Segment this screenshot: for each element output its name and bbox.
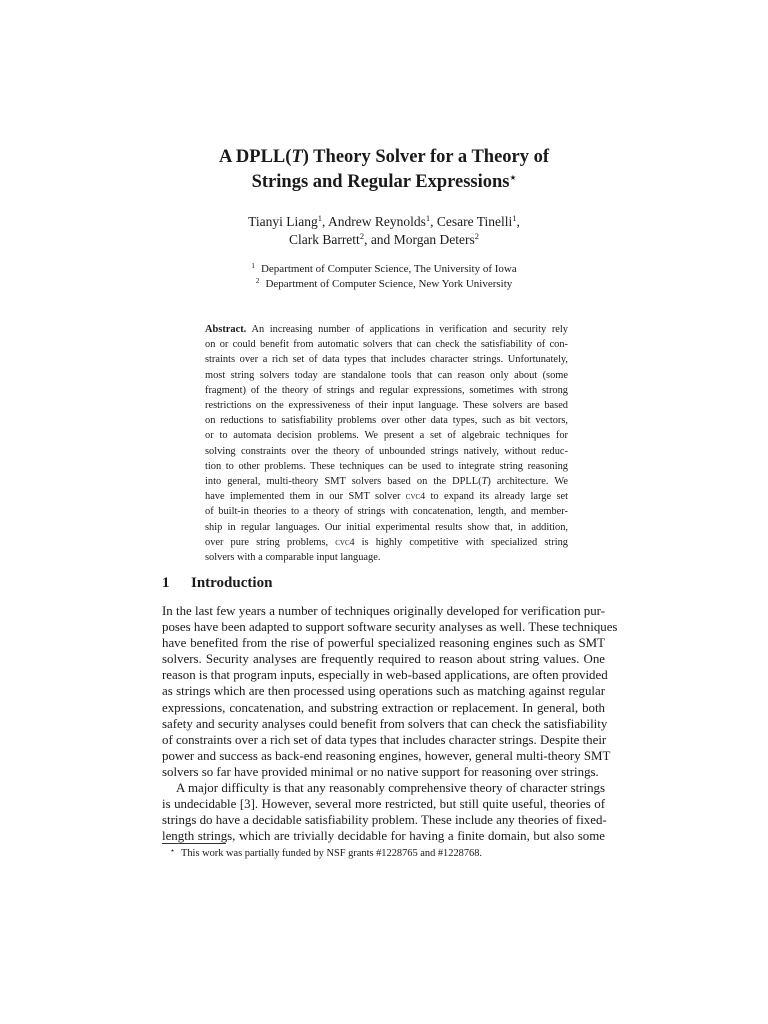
title-line-2: Strings and Regular Expressions⋆ <box>251 172 517 192</box>
section-number: 1 <box>162 575 170 591</box>
abstract-line: solvers with a comparable input language. <box>205 552 381 564</box>
abstract-line: Abstract. An increasing number of applications in verification and security rely <box>205 324 568 335</box>
author-name: Morgan Deters <box>393 232 475 247</box>
introduction-body <box>162 603 618 844</box>
body-line: is undecidable [3]. However, several more restricted, but still quite useful, theories of <box>162 797 605 812</box>
section-heading <box>162 573 272 593</box>
body-line: of constraints over a rich set of data types that includes character strings. Despite their <box>162 732 607 747</box>
body-line: have benefited from the rise of powerful specialized reasoning engines such as SMT <box>162 636 605 651</box>
abstract-line: of built-in theories to a theory of strings with concatenation, length, and member- <box>205 506 568 518</box>
body-line: poses have been adapted to support software security analyses as well. These techniques <box>162 620 618 635</box>
body-line: solvers. Security analyses are frequently required to reason about string values. One <box>162 652 605 667</box>
body-line: expressions, concatenation, and substring extraction or replacement. In general, both <box>162 700 605 715</box>
abstract-label: Abstract. <box>205 324 247 335</box>
abstract-line: over pure string problems, cvc4 is highly competitive with specialized string <box>205 536 568 548</box>
abstract-line: into general, multi-theory SMT solvers based on the DPLL(T) architecture. We <box>205 476 568 488</box>
section-title: Introduction <box>191 575 273 591</box>
abstract-line: straints over a rich set of data types that includes character strings. Unfortunately, <box>205 354 568 366</box>
author-name: Tianyi Liang <box>248 214 318 229</box>
body-line: In the last few years a number of techniques originally developed for verification pur- <box>162 604 605 618</box>
abstract-line: solving constraints over the theory of unbounded strings natively, without reduc- <box>205 445 568 457</box>
author-line-2: Clark Barrett$^2$, and Morgan Deters$^2$ <box>288 231 480 247</box>
footnote <box>170 847 482 861</box>
footnote-text: This work was partially funded by NSF grants #1228765 and #1228768. <box>181 848 483 859</box>
abstract-line: fragment) of the theory of strings and regular expressions, sometimes with strong <box>205 384 568 396</box>
affiliation-list <box>150 262 618 292</box>
abstract-line: on reductions to satisfiability problems over other data types, such as bit vectors, <box>205 415 568 427</box>
abstract-line: tion to other problems. These techniques can be used to integrate string reasoning <box>205 460 568 472</box>
title-footnote-mark: ⋆ <box>509 172 517 184</box>
author-name: Clark Barrett <box>288 232 360 247</box>
author-list <box>150 213 618 249</box>
body-line: strings do have a decidable satisfiability problem. These include any theories of fixed- <box>162 813 607 828</box>
abstract-line: have implemented them in our SMT solver cvc4 to expand its already large set <box>205 491 568 503</box>
body-line: solvers so far have provided minimal or no native support for reasoning over strings. <box>162 764 599 779</box>
author-line-1: Tianyi Liang$^1$, Andrew Reynolds$^1$, Cesare Tinelli$^1$, <box>248 213 520 229</box>
abstract-line: or to automata decision problems. We present a set of algebraic techniques for <box>205 430 568 442</box>
body-line: A major difficulty is that any reasonably comprehensive theory of character strings <box>176 781 605 796</box>
paper-title <box>150 145 618 195</box>
author-name: Andrew Reynolds <box>328 214 426 229</box>
footnote-divider <box>162 843 226 844</box>
body-line: length strings, which are trivially decidable for having a finite domain, but also some <box>162 829 605 844</box>
title-line-1: A DPLL(T) Theory Solver for a Theory of <box>218 147 550 167</box>
footnote-mark: ⋆ <box>170 846 176 855</box>
affiliation: $^2$ Department of Computer Science, New York University <box>255 276 513 290</box>
abstract-line: on or could benefit from automatic solvers that can check the satisfiability of con- <box>205 339 568 351</box>
body-line: safety and security analyses could benefit from solvers that can check the satisfiability <box>162 716 608 731</box>
body-line: power and success as back-end reasoning engines, however, general multi-theory SMT <box>162 748 611 763</box>
abstract-line: ship in regular languages. Our initial experimental results show that, in addition, <box>205 521 568 533</box>
abstract-line: restrictions on the expressiveness of their input language. These solvers are based <box>205 400 568 412</box>
body-line: as strings which are then processed using operations such as matching against regular <box>162 684 605 699</box>
author-name: Cesare Tinelli <box>436 214 513 229</box>
abstract-line: most string solvers today are standalone tools that can reason only about (some <box>205 369 568 381</box>
affiliation: $^1$ Department of Computer Science, The University of Iowa <box>251 261 517 275</box>
body-line: reason is that program inputs, especially in web-based applications, are often provided <box>162 668 608 683</box>
abstract <box>205 322 568 565</box>
